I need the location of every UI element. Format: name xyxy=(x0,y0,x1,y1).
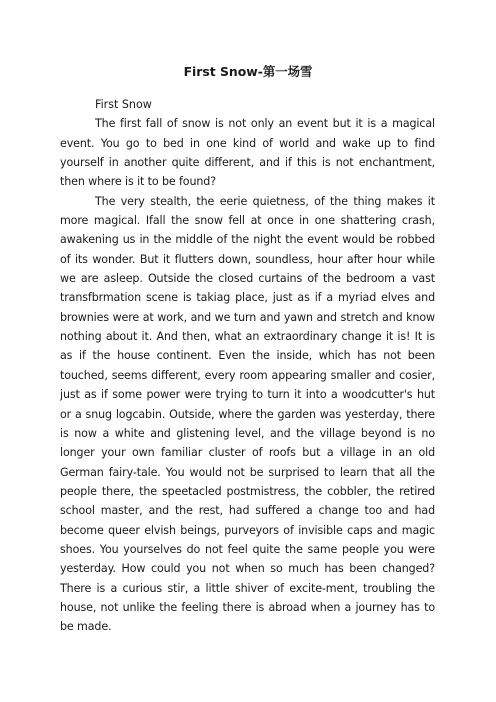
paragraph: The first fall of snow is not only an event but it is a magical event. You go to bed in one kind of world and wake up to find yourself in another quite different, and if this is not enchantment, then where is it to be found? xyxy=(60,117,435,189)
document-body xyxy=(60,95,435,637)
paragraph: The very stealth, the eerie quietness, of the thing makes it more magical. Ifall the snow fell at once in one shattering crash, awakening us in the middle of the night the event would be robbed of its wonder. But it flutters down, soundless, hour after hour while we are asleep. Outside the closed curtains of the bedroom a vast transfbrmation scene is takiag place, just as if a myriad elves and brownies were at work, and we turn and yawn and stretch and know nothing about it. And then, what an extraordinary change it is! It is as if the house continent. Even the inside, which has not been touched, seems different, every room appearing smaller and cosier, just as if some power were trying to turn it into a woodcutter's hut or a snug logcabin. Outside, where the garden was yesterday, there is now a white and glistening level, and the village beyond is no longer your own familiar cluster of roofs but a village in an old German fairy-tale. You would not be surprised to learn that all the people there, the speetacled postmistress, the cobbler, the retired school master, and the rest, had suffered a change too and had become queer elvish beings, purveyors of invisible caps and magic shoes. You yourselves do not feel quite the same people you were yesterday. How could you not when so much has been changed? There is a curious stir, a little shiver of excite-ment, troubling the house, not unlike the feeling there is abroad when a journey has to be made. xyxy=(60,194,435,634)
document-title: First Snow-第一场雪 xyxy=(183,64,313,79)
section-heading: First Snow xyxy=(95,98,152,111)
